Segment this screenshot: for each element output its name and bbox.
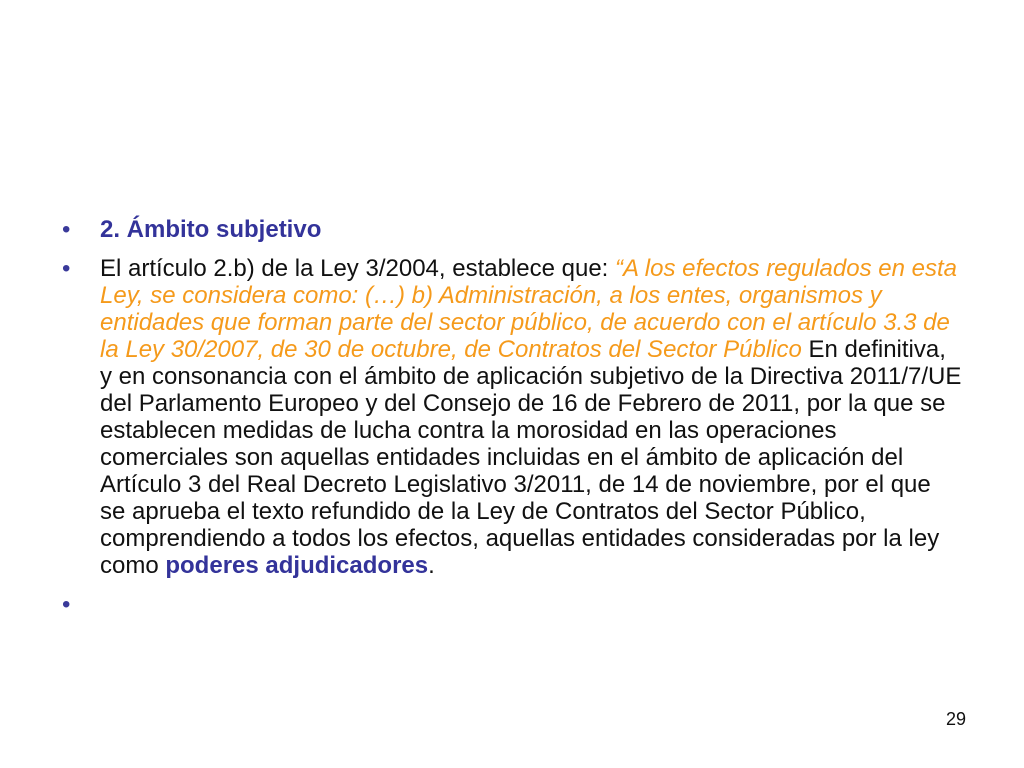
highlight-term: poderes adjudicadores — [165, 552, 429, 579]
bullet-icon: • — [62, 255, 71, 282]
page-number: 29 — [945, 709, 966, 729]
law-quote: “A los efectos regulados en esta Ley, se considera como: (…) b) Administración, a los entes, organismos y entidades que forman parte del sector público, de acuerdo con el artículo 3.3 de la Ley 30/2007, de 30 de octubre, de Contratos del Sector Público — [100, 255, 957, 363]
bullet-item-heading — [62, 216, 962, 243]
bullet-list — [62, 216, 962, 618]
section-heading: 2. Ámbito subjetivo — [100, 216, 322, 243]
paragraph-ending: . — [428, 552, 435, 579]
bullet-item-empty — [62, 591, 962, 618]
bullet-item-paragraph — [62, 255, 962, 579]
paragraph-body: En definitiva, y en consonancia con el ámbito de aplicación subjetivo de la Directiva 2011/7/UE del Parlamento Europeo y del Consejo de 16 de Febrero de 2011, por la que se establecen medidas de lucha contra la morosidad en las operaciones comerciales son aquellas entidades incluidas en el ámbito de aplicación del Artículo 3 del Real Decreto Legislativo 3/2011, de 14 de noviembre, por el que se aprueba el texto refundido de la Ley de Contratos del Sector Público, comprendiendo a todos los efectos, aquellas entidades consideradas por la ley como — [100, 336, 962, 579]
paragraph-intro: El artículo 2.b) de la Ley 3/2004, establece que: — [100, 255, 616, 282]
bullet-icon: • — [62, 591, 71, 618]
bullet-icon: • — [62, 216, 71, 243]
